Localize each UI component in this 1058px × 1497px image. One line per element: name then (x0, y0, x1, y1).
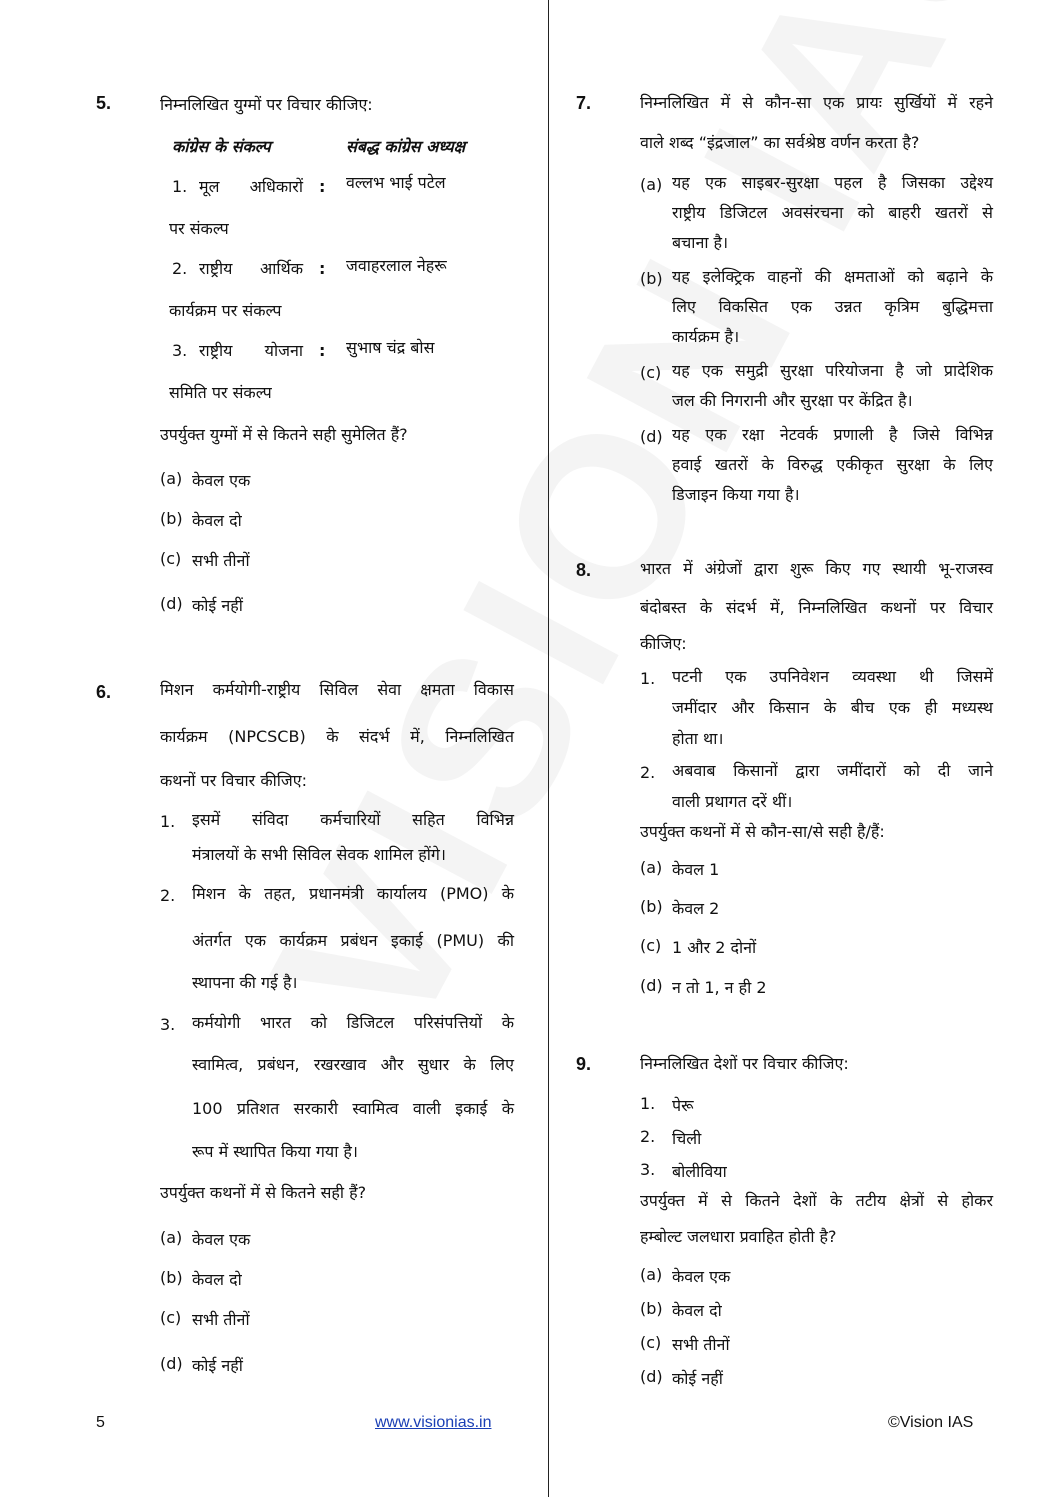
column-header-left: कांग्रेस के संकल्प (172, 137, 271, 156)
statement-line: मंत्रालयों के सभी सिविल सेवक शामिल होंगे। (192, 845, 446, 864)
option-a-line: यह एक साइबर-सुरक्षा पहल है जिसका उद्देश्य (672, 173, 993, 192)
item-number: 1. (640, 1094, 656, 1113)
question-stem-line: भारत में अंग्रेजों द्वारा शुरू किए गए स्थायी भू-राजस्व (640, 559, 993, 578)
pair-number: 2. (172, 259, 188, 278)
option-label: (c) (640, 363, 662, 382)
option-label: (b) (160, 509, 183, 528)
option-c: सभी तीनों (192, 1310, 250, 1329)
statement-number: 1. (160, 812, 176, 831)
statement-line: पटनी एक उपनिवेशन व्यवस्था थी जिसमें (672, 667, 993, 686)
pair-right: जवाहरलाल नेहरू (346, 256, 447, 275)
page-number: 5 (96, 1414, 105, 1431)
pair-number: 3. (172, 341, 188, 360)
option-d-line: यह एक रक्षा नेटवर्क प्रणाली है जिसे विभिन्न (672, 425, 993, 444)
question-prompt: उपर्युक्त कथनों में से कौन-सा/से सही है/हैं: (640, 822, 885, 841)
pair-right: वल्लभ भाई पटेल (346, 173, 446, 192)
option-label: (a) (640, 175, 663, 194)
option-label: (a) (160, 469, 183, 488)
statement-number: 2. (640, 763, 656, 782)
option-d: कोई नहीं (192, 596, 243, 615)
option-a: केवल 1 (672, 860, 720, 879)
option-c: सभी तीनों (672, 1335, 730, 1354)
option-label: (b) (640, 269, 663, 288)
option-label: (b) (640, 897, 663, 916)
option-label: (c) (640, 1333, 662, 1352)
option-label: (d) (160, 1354, 183, 1373)
statement-number: 1. (640, 669, 656, 688)
pair-left-line1: मूल अधिकारों (199, 177, 303, 196)
option-d-line: हवाई खतरों के विरुद्ध एकीकृत सुरक्षा के लिए (672, 455, 993, 474)
option-label: (b) (160, 1268, 183, 1287)
question-stem-line: निम्नलिखित में से कौन-सा एक प्रायः सुर्खियों में रहने (640, 93, 993, 112)
option-a: केवल एक (192, 471, 251, 490)
question-prompt: उपर्युक्त कथनों में से कितने सही हैं? (160, 1183, 367, 1202)
statement-line: 100 प्रतिशत सरकारी स्वामित्व वाली इकाई के (192, 1099, 514, 1118)
option-c-line: जल की निगरानी और सुरक्षा पर केंद्रित है। (672, 391, 913, 410)
question-number: 8. (576, 560, 592, 580)
option-b-line: लिए विकसित एक उन्नत कृत्रिम बुद्धिमत्ता (672, 297, 993, 316)
question-number: 7. (576, 93, 592, 113)
option-label: (a) (640, 1265, 663, 1284)
option-label: (c) (160, 549, 182, 568)
item-number: 2. (640, 1127, 656, 1146)
pair-separator: : (319, 341, 326, 360)
option-label: (c) (160, 1308, 182, 1327)
question-stem-line: कथनों पर विचार कीजिए: (160, 771, 308, 790)
statement-line: होता था। (672, 729, 724, 748)
option-b-line: कार्यक्रम है। (672, 327, 740, 346)
option-label: (d) (640, 1367, 663, 1386)
option-label: (b) (640, 1299, 663, 1318)
country-item: पेरू (672, 1096, 694, 1115)
statement-number: 2. (160, 886, 176, 905)
statement-number: 3. (160, 1015, 176, 1034)
option-c-line: यह एक समुद्री सुरक्षा परियोजना है जो प्रादेशिक (672, 361, 993, 380)
option-label: (c) (640, 936, 662, 955)
pair-left-line1: राष्ट्रीय योजना (199, 341, 303, 360)
pair-separator: : (319, 177, 326, 196)
option-label: (d) (160, 594, 183, 613)
option-c: सभी तीनों (192, 551, 250, 570)
copyright: ©Vision IAS (888, 1414, 974, 1431)
statement-line: इसमें संविदा कर्मचारियों सहित विभिन्न (192, 810, 514, 829)
question-stem: निम्नलिखित देशों पर विचार कीजिए: (640, 1054, 849, 1073)
pair-number: 1. (172, 177, 188, 196)
option-d: न तो 1, न ही 2 (672, 978, 767, 997)
question-stem-line: मिशन कर्मयोगी-राष्ट्रीय सिविल सेवा क्षमता विकास (160, 680, 514, 699)
option-d-line: डिजाइन किया गया है। (672, 485, 800, 504)
option-label: (d) (640, 427, 663, 446)
option-label: (d) (640, 976, 663, 995)
item-number: 3. (640, 1160, 656, 1179)
option-a-line: बचाना है। (672, 233, 729, 252)
statement-line: कर्मयोगी भारत को डिजिटल परिसंपत्तियों के (192, 1013, 514, 1032)
option-b: केवल दो (192, 511, 242, 530)
option-b: केवल 2 (672, 899, 720, 918)
country-item: चिली (672, 1129, 702, 1148)
question-prompt-line: हम्बोल्ट जलधारा प्रवाहित होती है? (640, 1227, 837, 1246)
option-b: केवल दो (672, 1301, 722, 1320)
statement-line: स्थापना की गई है। (192, 973, 298, 992)
pair-right: सुभाष चंद्र बोस (346, 338, 435, 357)
statement-line: अंतर्गत एक कार्यक्रम प्रबंधन इकाई (PMU) की (192, 931, 514, 950)
question-stem: निम्नलिखित युग्मों पर विचार कीजिए: (160, 95, 373, 114)
statement-line: जमींदार और किसान के बीच एक ही मध्यस्थ (672, 698, 993, 717)
statement-line: स्वामित्व, प्रबंधन, रखरखाव और सुधार के लिए (192, 1055, 514, 1074)
option-b-line: यह इलेक्ट्रिक वाहनों की क्षमताओं को बढ़ाने के (672, 267, 993, 286)
question-number: 5. (96, 93, 112, 113)
question-stem-line: कीजिए: (640, 634, 687, 653)
pair-left-line1: राष्ट्रीय आर्थिक (199, 259, 303, 278)
pair-left-line2: समिति पर संकल्प (169, 383, 272, 402)
option-b: केवल दो (192, 1270, 242, 1289)
option-d: कोई नहीं (192, 1356, 243, 1375)
option-c: 1 और 2 दोनों (672, 938, 757, 957)
question-stem-line: वाले शब्द “इंद्रजाल” का सर्वश्रेष्ठ वर्णन करता है? (640, 133, 920, 152)
question-prompt-line: उपर्युक्त में से कितने देशों के तटीय क्षेत्रों से होकर (640, 1191, 993, 1210)
question-number: 9. (576, 1054, 592, 1074)
statement-line: रूप में स्थापित किया गया है। (192, 1142, 358, 1161)
column-header-right: संबद्ध कांग्रेस अध्यक्ष (346, 137, 466, 156)
option-a-line: राष्ट्रीय डिजिटल अवसंरचना को बाहरी खतरों से (672, 203, 993, 222)
pair-separator: : (319, 259, 326, 278)
statement-line: अबवाब किसानों द्वारा जमींदारों को दी जाने (672, 761, 993, 780)
option-a: केवल एक (192, 1230, 251, 1249)
option-label: (a) (160, 1228, 183, 1247)
column-divider (548, 0, 549, 1497)
country-item: बोलीविया (672, 1162, 727, 1181)
option-a: केवल एक (672, 1267, 731, 1286)
question-stem-line: बंदोबस्त के संदर्भ में, निम्नलिखित कथनों पर विचार (640, 598, 993, 617)
question-prompt: उपर्युक्त युग्मों में से कितने सही सुमेलित हैं? (160, 425, 408, 444)
option-label: (a) (640, 858, 663, 877)
pair-left-line2: कार्यक्रम पर संकल्प (169, 301, 282, 320)
option-d: कोई नहीं (672, 1369, 723, 1388)
question-stem-line: कार्यक्रम (NPCSCB) के संदर्भ में, निम्नलिखित (160, 727, 514, 746)
pair-left-line2: पर संकल्प (169, 219, 229, 238)
question-number: 6. (96, 682, 112, 702)
statement-line: वाली प्रथागत दरें थीं। (672, 792, 793, 811)
statement-line: मिशन के तहत, प्रधानमंत्री कार्यालय (PMO) के (192, 884, 514, 903)
website-link[interactable]: www.visionias.in (375, 1414, 492, 1431)
